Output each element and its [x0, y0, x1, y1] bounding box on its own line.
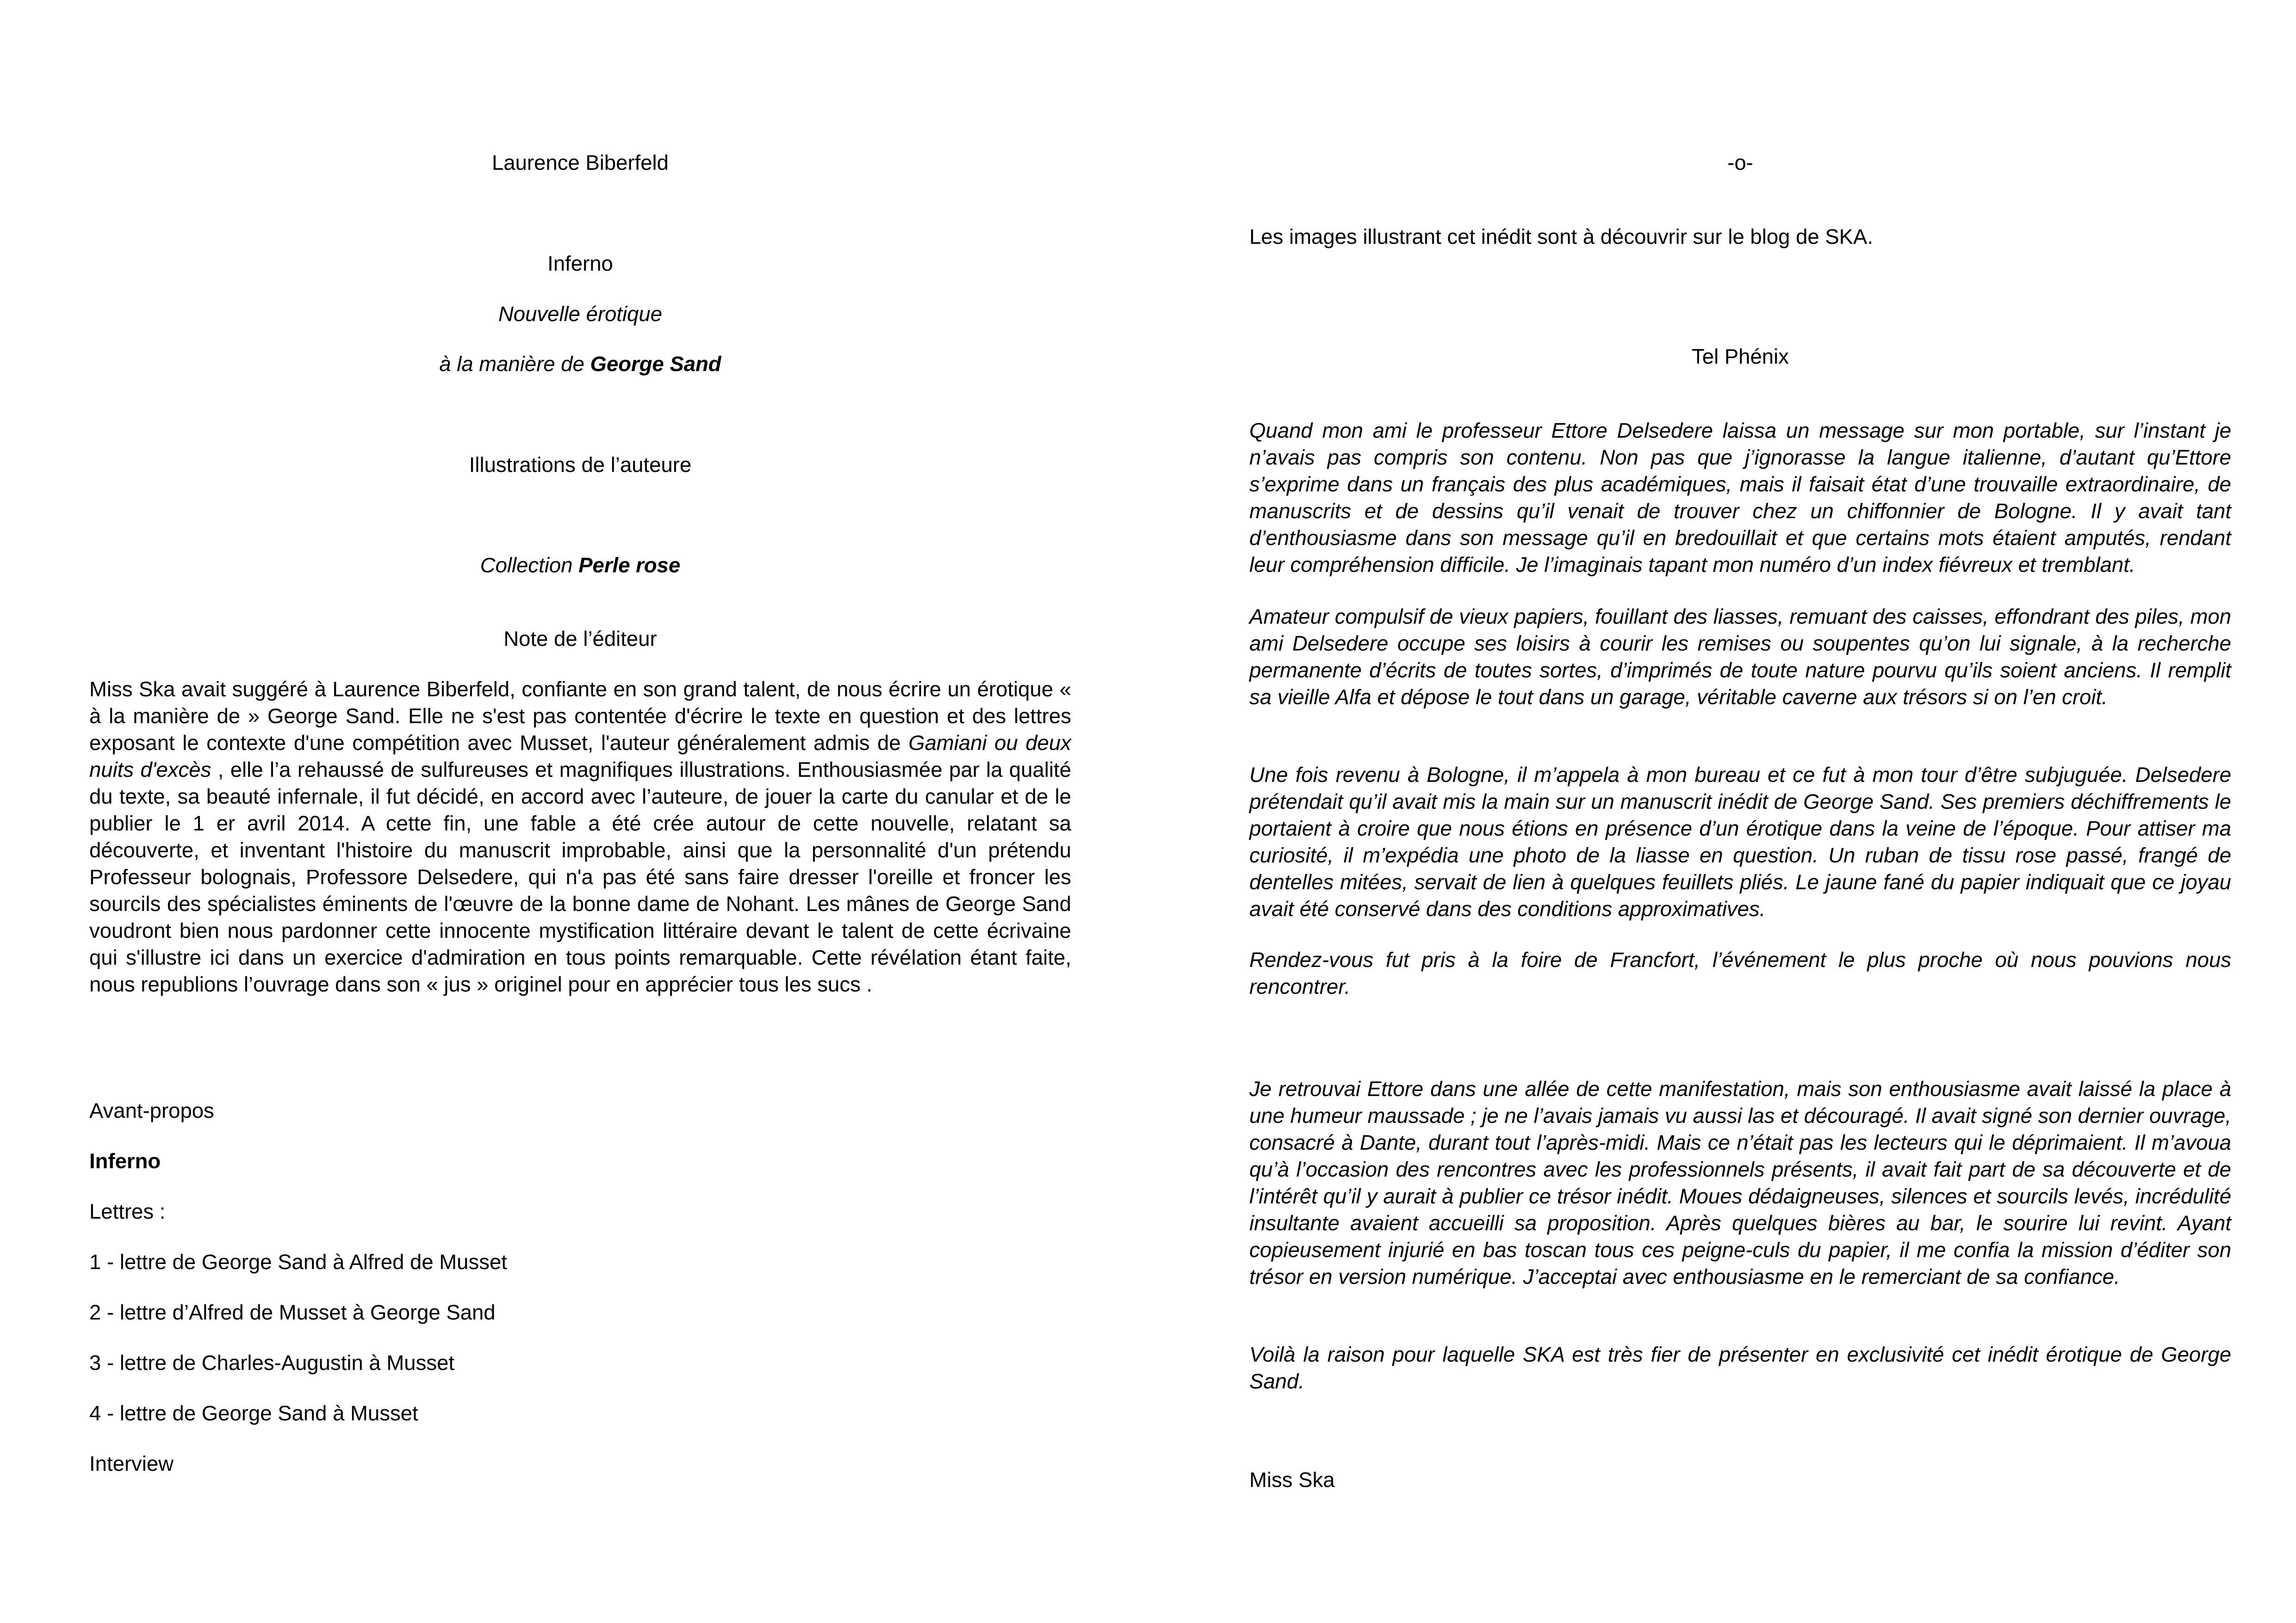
author-name: Laurence Biberfeld: [492, 151, 669, 174]
section-separator: -o-: [1727, 151, 1753, 174]
toc-item: 4 - lettre de George Sand à Musset: [89, 1401, 418, 1425]
editor-note-part2: , elle l’a rehaussé de sulfureuses et magnifiques illustrations. Enthousiasmée par la qualité du texte, sa beauté infernale, il fut décidé, en accord avec l’auteure, de jouer la carte du canular et de le publier le 1 er avril 2014. A cette fin, une fable a été crée autour de cette nouvelle, relatant sa découverte, et inventant l'histoire du manuscrit improbable, ainsi que la personnalité d'un prétendu Professeur bolognais, Professore Delsedere, qui n'a pas été sans faire dresser l'oreille et froncer les sourcils des spécialistes éminents de l'œuvre de la bonne dame de Nohant. Les mânes de George Sand voudront bien nous pardonner cette innocente mystification littéraire devant le talent de cette écrivaine qui s'illustre ici dans un exercice d'admiration en tous points remarquable. Cette révélation étant faite, nous republions l’ouvrage dans son « jus » originel pour en apprécier tous les sucs .: [89, 758, 1071, 996]
toc-item: Inferno: [89, 1149, 161, 1173]
story-title: Tel Phénix: [1692, 345, 1789, 368]
book-genre: Nouvelle érotique: [498, 302, 663, 326]
editor-note: [89, 676, 1071, 998]
story-paragraph: Rendez-vous fut pris à la foire de Francfort, l’événement le plus proche où nous pouvions nous rencontrer.: [1249, 948, 2231, 998]
toc-item: Interview: [89, 1452, 174, 1475]
editor-note-italic: Gamiani ou deux nuits d'excès: [89, 731, 1072, 781]
story-paragraph: Une fois revenu à Bologne, il m’appela à mon bureau et ce fut à mon tour d’être subjuguée. Delsedere prétendait qu’il avait mis la main sur un manuscrit inédit de George Sand. Ses premiers déchiffrements le portaient à croire que nous étions en présence d’un érotique dans la veine de l’époque. Pour attiser ma curiosité, il m’expédia une photo de la liasse en question. Un ruban de tissu rose passé, frangé de dentelles mitées, servait de lien à quelques feuillets pliés. Le jaune fané du papier indiquait que ce joyau avait été conservé dans des conditions approximatives.: [1249, 763, 2231, 921]
story-paragraph: Je retrouvai Ettore dans une allée de cette manifestation, mais son enthousiasme avait laissé la place à une humeur maussade ; je ne l’avais jamais vu aussi las et découragé. Il avait signé son dernier ouvrage, consacré à Dante, durant tout l’après-midi. Mais ce n’était pas les lecteurs qui le déprimaient. Il m’avoua qu’à l’occasion des rencontres avec les professionnels présents, il avait fait part de sa découverte et de l’intérêt qu’il y aurait à publier ce trésor inédit. Moues dédaigneuses, silences et sourcils levés, incrédulité insultante avaient accueilli sa proposition. Après quelques bières au bar, le sourire lui revint. Ayant copieusement injurié en bas toscan tous ces peigne-culs du papier, il me confia la mission d’éditer son trésor en version numérique. J’acceptai avec enthousiasme en le remerciant de sa confiance.: [1249, 1077, 2231, 1288]
illustrations-credit: Illustrations de l’auteure: [469, 453, 692, 477]
note-heading: Note de l’éditeur: [503, 627, 657, 650]
book-title: Inferno: [547, 252, 613, 275]
collection-prefix: Collection: [480, 553, 579, 577]
toc-item: 2 - lettre d’Alfred de Musset à George Sand: [89, 1301, 496, 1324]
manner-prefix: à la manière de: [439, 352, 590, 376]
toc-item: Avant-propos: [89, 1099, 214, 1122]
story-paragraph: Voilà la raison pour laquelle SKA est très fier de présenter en exclusivité cet inédit érotique de George Sand.: [1249, 1343, 2231, 1393]
editor-note-part1: Miss Ska avait suggéré à Laurence Biberfeld, confiante en son grand talent, de nous écrire un érotique « à la manière de » George Sand. Elle ne s'est pas contentée d'écrire le texte en question et des lettres exposant le contexte d'une compétition avec Musset, l'auteur généralement admis de: [89, 677, 1071, 755]
signature: Miss Ska: [1249, 1468, 1335, 1492]
manner-name: George Sand: [590, 352, 721, 376]
story-paragraph: Amateur compulsif de vieux papiers, fouillant des liasses, remuant des caisses, effondrant des piles, mon ami Delsedere occupe ses loisirs à courir les remises ou soupentes qu’on lui signale, à la recherche permanente d’écrits de toutes sortes, d’imprimés de toute nature pourvu qu’ils soient anciens. Il remplit sa vieille Alfa et dépose le tout dans un garage, véritable caverne aux trésors si on l’en croit.: [1249, 605, 2231, 709]
collection-line: [89, 552, 1071, 579]
toc-item: 1 - lettre de George Sand à Alfred de Musset: [89, 1250, 507, 1274]
toc-item: 3 - lettre de Charles-Augustin à Musset: [89, 1351, 455, 1375]
collection-name: Perle rose: [578, 553, 681, 577]
story-paragraph: Quand mon ami le professeur Ettore Delsedere laissa un message sur mon portable, sur l’instant je n’avais pas compris son contenu. Non pas que j’ignorasse la langue italienne, d’autant qu’Ettore s’exprime dans un français des plus académiques, mais il faisait état d’une trouvaille extraordinaire, de manuscrits et de dessins qu’il venait de trouver chez un chiffonnier de Bologne. Il y avait tant d’enthousiasme dans son message qu’il en bredouillait et que certains mots étaient amputés, rendant leur compréhension difficile. Je l’imaginais tapant mon numéro d’un index fiévreux et tremblant.: [1249, 419, 2231, 576]
images-note: Les images illustrant cet inédit sont à découvrir sur le blog de SKA.: [1249, 225, 1874, 248]
toc-item: Lettres :: [89, 1200, 166, 1223]
book-manner: [89, 351, 1071, 378]
